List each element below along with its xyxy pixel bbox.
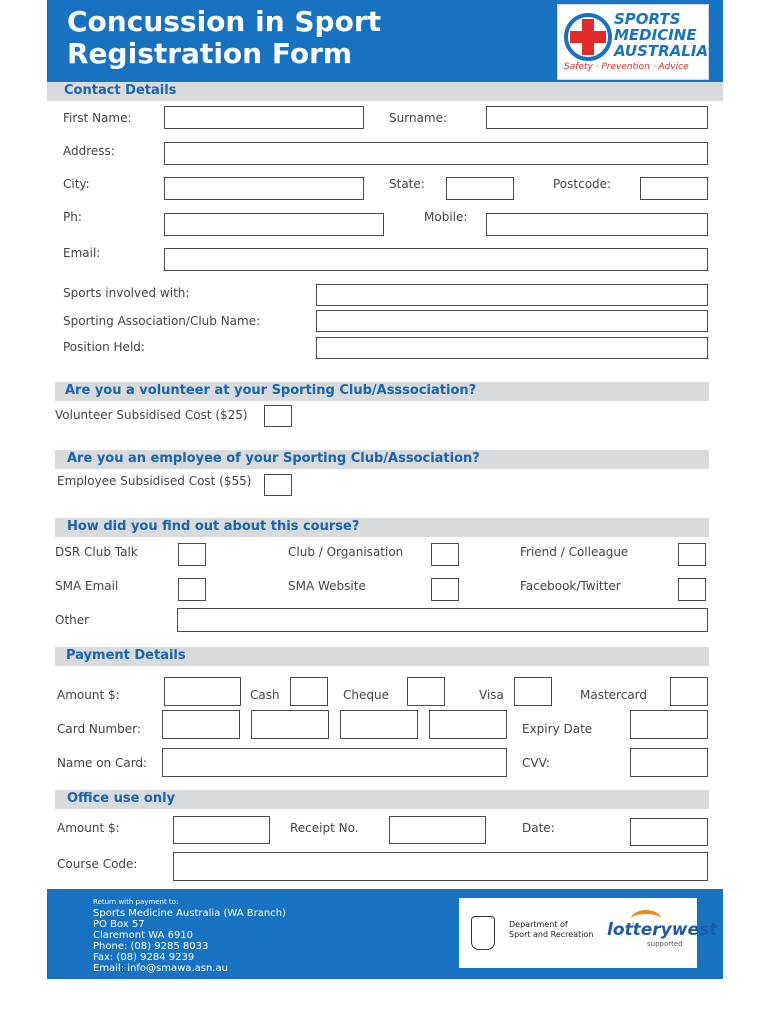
first-name-label: First Name: [63,111,132,125]
volunteer-checkbox[interactable] [264,405,292,427]
payment-amount-field[interactable] [164,677,241,706]
cash-label: Cash [250,688,280,702]
sports-field[interactable] [316,284,708,306]
club-org-checkbox[interactable] [431,543,459,566]
employee-label: Employee Subsidised Cost ($55) [57,474,252,488]
medical-cross-icon [564,13,612,61]
cheque-checkbox[interactable] [407,677,445,706]
friend-label: Friend / Colleague [520,545,629,559]
employee-heading-bar [55,450,709,469]
cheque-label: Cheque [343,688,389,702]
logo-text-3: AUSTRALIA [614,42,709,60]
phone-field[interactable] [164,213,384,236]
postcode-field[interactable] [640,177,708,200]
visa-label: Visa [479,688,504,702]
payment-heading-bar [55,647,709,666]
sma-logo [557,4,709,80]
receipt-field[interactable] [389,816,486,844]
card-number-label: Card Number: [57,722,141,736]
office-amount-label: Amount $: [57,821,120,835]
volunteer-heading-bar [55,382,709,401]
other-field[interactable] [177,608,708,632]
footer-suburb: Claremont WA 6910 [93,930,194,941]
lotterywest-sub: supported [647,940,683,948]
wa-crest-icon [471,916,495,950]
receipt-label: Receipt No. [290,821,359,835]
city-field[interactable] [164,177,364,200]
volunteer-heading: Are you a volunteer at your Sporting Club/Asssociation? [65,383,477,398]
logo-text-1: SPORTS [614,10,681,28]
office-date-field[interactable] [630,818,708,846]
form-title [67,6,381,70]
state-field[interactable] [446,177,514,200]
volunteer-label: Volunteer Subsidised Cost ($25) [55,408,248,422]
card-number-field-3[interactable] [340,710,418,739]
address-field[interactable] [164,142,708,165]
sponsor-logos [459,898,718,968]
return-note: Return with payment to: [93,898,179,906]
other-label: Other [55,613,90,627]
employee-heading: Are you an employee of your Sporting Club/Association? [67,451,480,466]
footer-email: Email: info@smawa.asn.au [93,963,228,974]
title-line-1: Concussion in Sport [67,5,382,38]
cash-checkbox[interactable] [290,677,328,706]
city-label: City: [63,177,90,191]
club-label: Sporting Association/Club Name: [63,314,261,328]
contact-heading-bar [47,82,723,101]
address-label: Address: [63,144,115,158]
source-heading: How did you find out about this course? [67,519,360,534]
dsr-label: DSR Club Talk [55,545,138,559]
name-on-card-field[interactable] [162,748,507,777]
state-label: State: [389,177,425,191]
return-address [93,908,286,974]
card-number-field-4[interactable] [429,710,507,739]
first-name-field[interactable] [164,106,364,129]
visa-checkbox[interactable] [514,677,552,706]
sma-email-label: SMA Email [55,579,119,593]
dsr-checkbox[interactable] [178,543,206,566]
title-line-2: Registration Form [67,37,353,70]
name-on-card-label: Name on Card: [57,756,148,770]
sma-website-checkbox[interactable] [431,578,459,601]
footer-phone: Phone: (08) 9285 8033 [93,941,209,952]
employee-checkbox[interactable] [264,474,292,496]
mobile-field[interactable] [486,213,708,236]
mastercard-label: Mastercard [580,688,648,702]
logo-tagline: Safety · Prevention · Advice [564,62,689,72]
contact-heading: Contact Details [64,83,177,98]
card-number-field-2[interactable] [251,710,329,739]
footer-fax: Fax: (08) 9284 9239 [93,952,195,963]
friend-checkbox[interactable] [678,543,706,566]
footer-org: Sports Medicine Australia (WA Branch) [93,908,286,919]
course-code-field[interactable] [173,852,708,881]
mastercard-checkbox[interactable] [670,677,708,706]
mobile-label: Mobile: [424,210,468,224]
office-heading-bar [55,790,709,809]
surname-field[interactable] [486,106,708,129]
expiry-field[interactable] [630,710,708,739]
email-label: Email: [63,246,101,260]
office-amount-field[interactable] [173,816,270,844]
surname-label: Surname: [389,111,448,125]
lotterywest-logo: lotterywest [607,920,718,940]
payment-heading: Payment Details [66,648,186,663]
logo-text-2: MEDICINE [614,26,697,44]
club-org-label: Club / Organisation [288,545,404,559]
postcode-label: Postcode: [553,177,612,191]
position-label: Position Held: [63,340,145,354]
dsr-line-1: Department of [509,920,568,929]
facebook-checkbox[interactable] [678,578,706,601]
dsr-logo-text [509,920,593,940]
email-field[interactable] [164,248,708,271]
facebook-label: Facebook/Twitter [520,579,621,593]
office-heading: Office use only [67,791,176,806]
card-number-field-1[interactable] [162,710,240,739]
cvv-label: CVV: [522,756,550,770]
position-field[interactable] [316,337,708,359]
expiry-label: Expiry Date [522,722,593,736]
office-date-label: Date: [522,821,555,835]
sports-label: Sports involved with: [63,286,190,300]
dsr-line-2: Sport and Recreation [509,930,594,939]
sma-email-checkbox[interactable] [178,578,206,601]
source-heading-bar [55,518,709,537]
payment-amount-label: Amount $: [57,688,120,702]
footer-po-box: PO Box 57 [93,919,145,930]
club-field[interactable] [316,310,708,332]
cvv-field[interactable] [630,748,708,777]
sma-website-label: SMA Website [288,579,366,593]
phone-label: Ph: [63,210,82,224]
course-code-label: Course Code: [57,857,138,871]
